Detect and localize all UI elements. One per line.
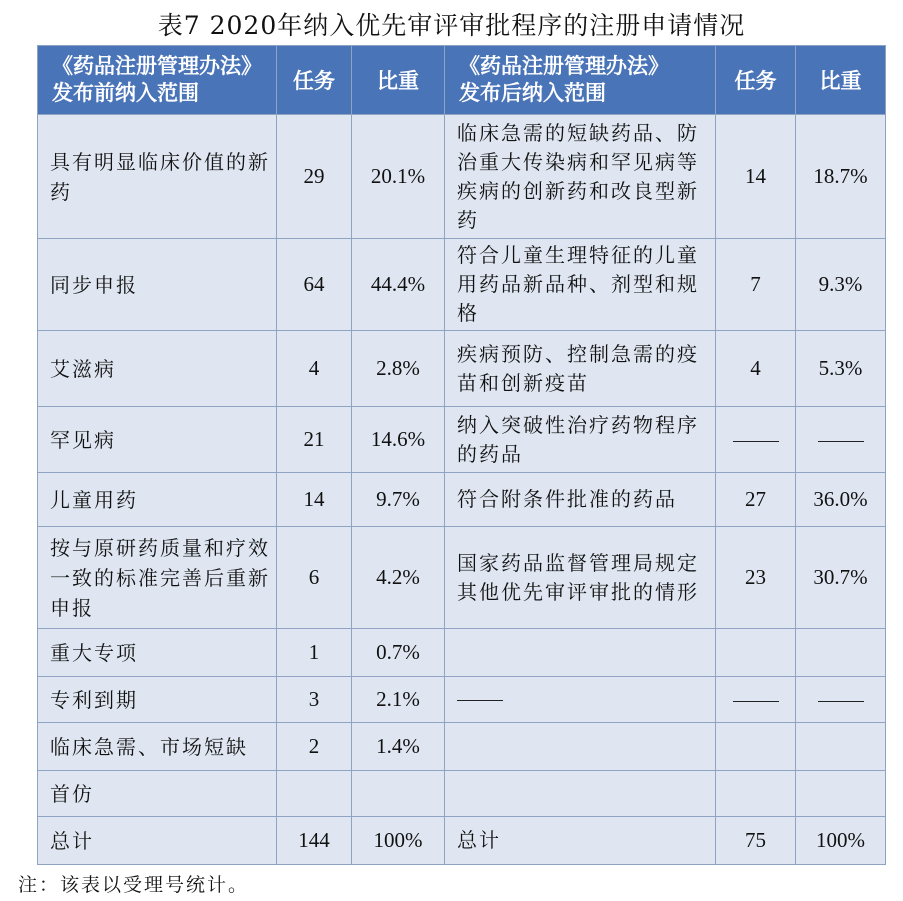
tasks-before-total: 144 <box>277 817 352 865</box>
ratio-after-cell: 9.3% <box>796 239 886 331</box>
ratio-before-cell: 14.6% <box>352 407 445 473</box>
before-scope-cell: 专利到期 <box>38 677 277 723</box>
tasks-before-cell: 4 <box>277 331 352 407</box>
tasks-after-cell <box>716 407 796 473</box>
ratio-after-cell <box>796 723 886 771</box>
after-scope-cell: 符合儿童生理特征的儿童用药品新品种、剂型和规格 <box>445 239 716 331</box>
ratio-after-cell: 5.3% <box>796 331 886 407</box>
table-row <box>38 407 886 473</box>
table-row <box>38 239 886 331</box>
ratio-before-cell: 0.7% <box>352 629 445 677</box>
tasks-after-cell: 7 <box>716 239 796 331</box>
header-ratio-before: 比重 <box>352 46 445 115</box>
ratio-after-cell <box>796 677 886 723</box>
table-header-row <box>38 46 886 115</box>
after-scope-cell: 国家药品监督管理局规定其他优先审评审批的情形 <box>445 527 716 629</box>
table-row <box>38 473 886 527</box>
after-scope-cell: 纳入突破性治疗药物程序的药品 <box>445 407 716 473</box>
table-row <box>38 115 886 239</box>
after-scope-cell: 临床急需的短缺药品、防治重大传染病和罕见病等疾病的创新药和改良型新药 <box>445 115 716 239</box>
table-row <box>38 629 886 677</box>
tasks-after-total: 75 <box>716 817 796 865</box>
ratio-before-cell: 9.7% <box>352 473 445 527</box>
dash-mark <box>457 700 503 701</box>
before-scope-cell: 同步申报 <box>38 239 277 331</box>
priority-review-table <box>37 45 886 865</box>
ratio-before-cell: 2.8% <box>352 331 445 407</box>
header-tasks-before: 任务 <box>277 46 352 115</box>
after-scope-cell: 符合附条件批准的药品 <box>445 473 716 527</box>
after-scope-cell <box>445 771 716 817</box>
total-label-before: 总计 <box>38 817 277 865</box>
tasks-after-cell: 27 <box>716 473 796 527</box>
table-row <box>38 331 886 407</box>
ratio-before-cell: 2.1% <box>352 677 445 723</box>
ratio-after-cell <box>796 407 886 473</box>
ratio-after-total: 100% <box>796 817 886 865</box>
tasks-after-cell <box>716 723 796 771</box>
table-footnote: 注：该表以受理号统计。 <box>18 874 250 896</box>
ratio-after-cell: 30.7% <box>796 527 886 629</box>
dash-mark <box>733 701 779 702</box>
ratio-before-cell <box>352 771 445 817</box>
total-label-after: 总计 <box>445 817 716 865</box>
table-row <box>38 771 886 817</box>
tasks-before-cell: 21 <box>277 407 352 473</box>
ratio-before-cell: 44.4% <box>352 239 445 331</box>
ratio-before-cell: 1.4% <box>352 723 445 771</box>
header-before-scope-line2: 发布前纳入范围 <box>52 81 199 105</box>
tasks-before-cell: 1 <box>277 629 352 677</box>
after-scope-cell: 疾病预防、控制急需的疫苗和创新疫苗 <box>445 331 716 407</box>
tasks-after-cell <box>716 629 796 677</box>
before-scope-cell: 罕见病 <box>38 407 277 473</box>
header-after-scope <box>445 46 716 115</box>
tasks-before-cell: 14 <box>277 473 352 527</box>
tasks-after-cell: 23 <box>716 527 796 629</box>
table-row <box>38 723 886 771</box>
tasks-before-cell: 2 <box>277 723 352 771</box>
tasks-before-cell: 6 <box>277 527 352 629</box>
before-scope-cell: 艾滋病 <box>38 331 277 407</box>
table-row <box>38 677 886 723</box>
table-row <box>38 527 886 629</box>
tasks-before-cell: 29 <box>277 115 352 239</box>
tasks-after-cell: 14 <box>716 115 796 239</box>
ratio-before-total: 100% <box>352 817 445 865</box>
ratio-after-cell <box>796 771 886 817</box>
table-title: 表7 2020年纳入优先审评审批程序的注册申请情况 <box>157 11 746 40</box>
header-before-scope <box>38 46 277 115</box>
header-after-scope-line1: 《药品注册管理办法》 <box>459 54 669 78</box>
ratio-before-cell: 4.2% <box>352 527 445 629</box>
ratio-before-cell: 20.1% <box>352 115 445 239</box>
tasks-before-cell <box>277 771 352 817</box>
before-scope-cell: 具有明显临床价值的新药 <box>38 115 277 239</box>
dash-mark <box>818 441 864 442</box>
ratio-after-cell: 18.7% <box>796 115 886 239</box>
after-scope-cell <box>445 723 716 771</box>
tasks-after-cell <box>716 677 796 723</box>
after-scope-cell <box>445 629 716 677</box>
tasks-before-cell: 64 <box>277 239 352 331</box>
header-tasks-after: 任务 <box>716 46 796 115</box>
after-scope-cell <box>445 677 716 723</box>
before-scope-cell: 重大专项 <box>38 629 277 677</box>
total-row <box>38 817 886 865</box>
before-scope-cell: 临床急需、市场短缺 <box>38 723 277 771</box>
dash-mark <box>733 441 779 442</box>
ratio-after-cell: 36.0% <box>796 473 886 527</box>
before-scope-cell: 首仿 <box>38 771 277 817</box>
ratio-after-cell <box>796 629 886 677</box>
header-before-scope-line1: 《药品注册管理办法》 <box>52 54 262 78</box>
tasks-after-cell: 4 <box>716 331 796 407</box>
tasks-after-cell <box>716 771 796 817</box>
before-scope-cell: 按与原研药质量和疗效一致的标准完善后重新申报 <box>38 527 277 629</box>
tasks-before-cell: 3 <box>277 677 352 723</box>
before-scope-cell: 儿童用药 <box>38 473 277 527</box>
header-after-scope-line2: 发布后纳入范围 <box>459 81 606 105</box>
header-ratio-after: 比重 <box>796 46 886 115</box>
dash-mark <box>818 701 864 702</box>
